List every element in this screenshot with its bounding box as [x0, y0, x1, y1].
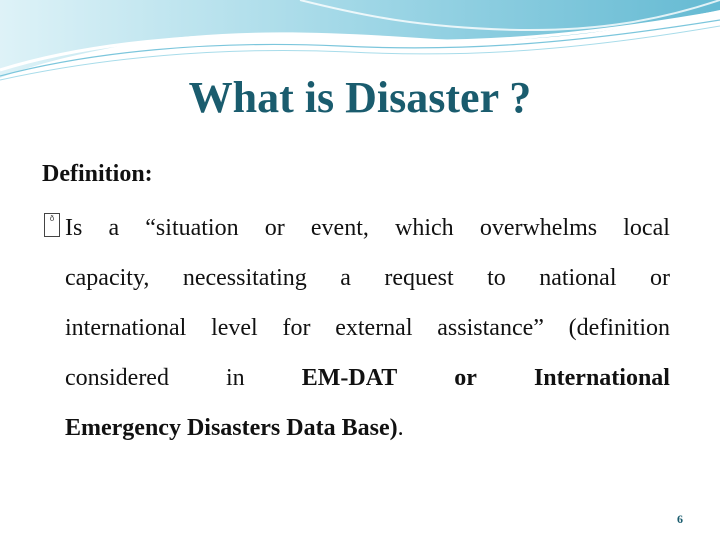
period: .	[397, 415, 404, 441]
word: request	[384, 265, 454, 291]
word: to	[487, 265, 506, 291]
word: capacity,	[65, 265, 150, 291]
word: International	[533, 365, 670, 391]
definition-line-1	[65, 212, 670, 244]
word: Is	[65, 215, 83, 241]
definition-line-2	[65, 262, 670, 294]
database-name: Emergency Disasters Data Base)	[65, 415, 398, 441]
word: event,	[310, 215, 369, 241]
word: or	[649, 265, 670, 291]
definition-heading: Definition:	[42, 161, 153, 187]
word: assistance”	[437, 315, 544, 341]
word: overwhelms	[479, 215, 598, 241]
slide-title: What is Disaster ?	[188, 73, 532, 122]
definition-line-4	[65, 362, 670, 394]
word: (definition	[568, 315, 670, 341]
word: international	[65, 315, 187, 341]
word: or	[454, 365, 477, 391]
word: a	[108, 215, 120, 241]
word: national	[539, 265, 617, 291]
bullet-icon: ð	[44, 213, 60, 237]
word: level	[211, 315, 258, 341]
word: external	[335, 315, 413, 341]
word: in	[226, 365, 245, 391]
definition-line-5	[65, 412, 670, 444]
word: for	[282, 315, 311, 341]
word: or	[264, 215, 285, 241]
word: considered	[65, 365, 169, 391]
page-number: 6	[677, 512, 683, 526]
em-dat-term: EM-DAT	[301, 365, 398, 391]
definition-line-3	[65, 312, 670, 344]
word: “situation	[145, 215, 239, 241]
word: a	[340, 265, 351, 291]
word: necessitating	[182, 265, 307, 291]
word: which	[395, 215, 454, 241]
word: local	[623, 215, 670, 241]
